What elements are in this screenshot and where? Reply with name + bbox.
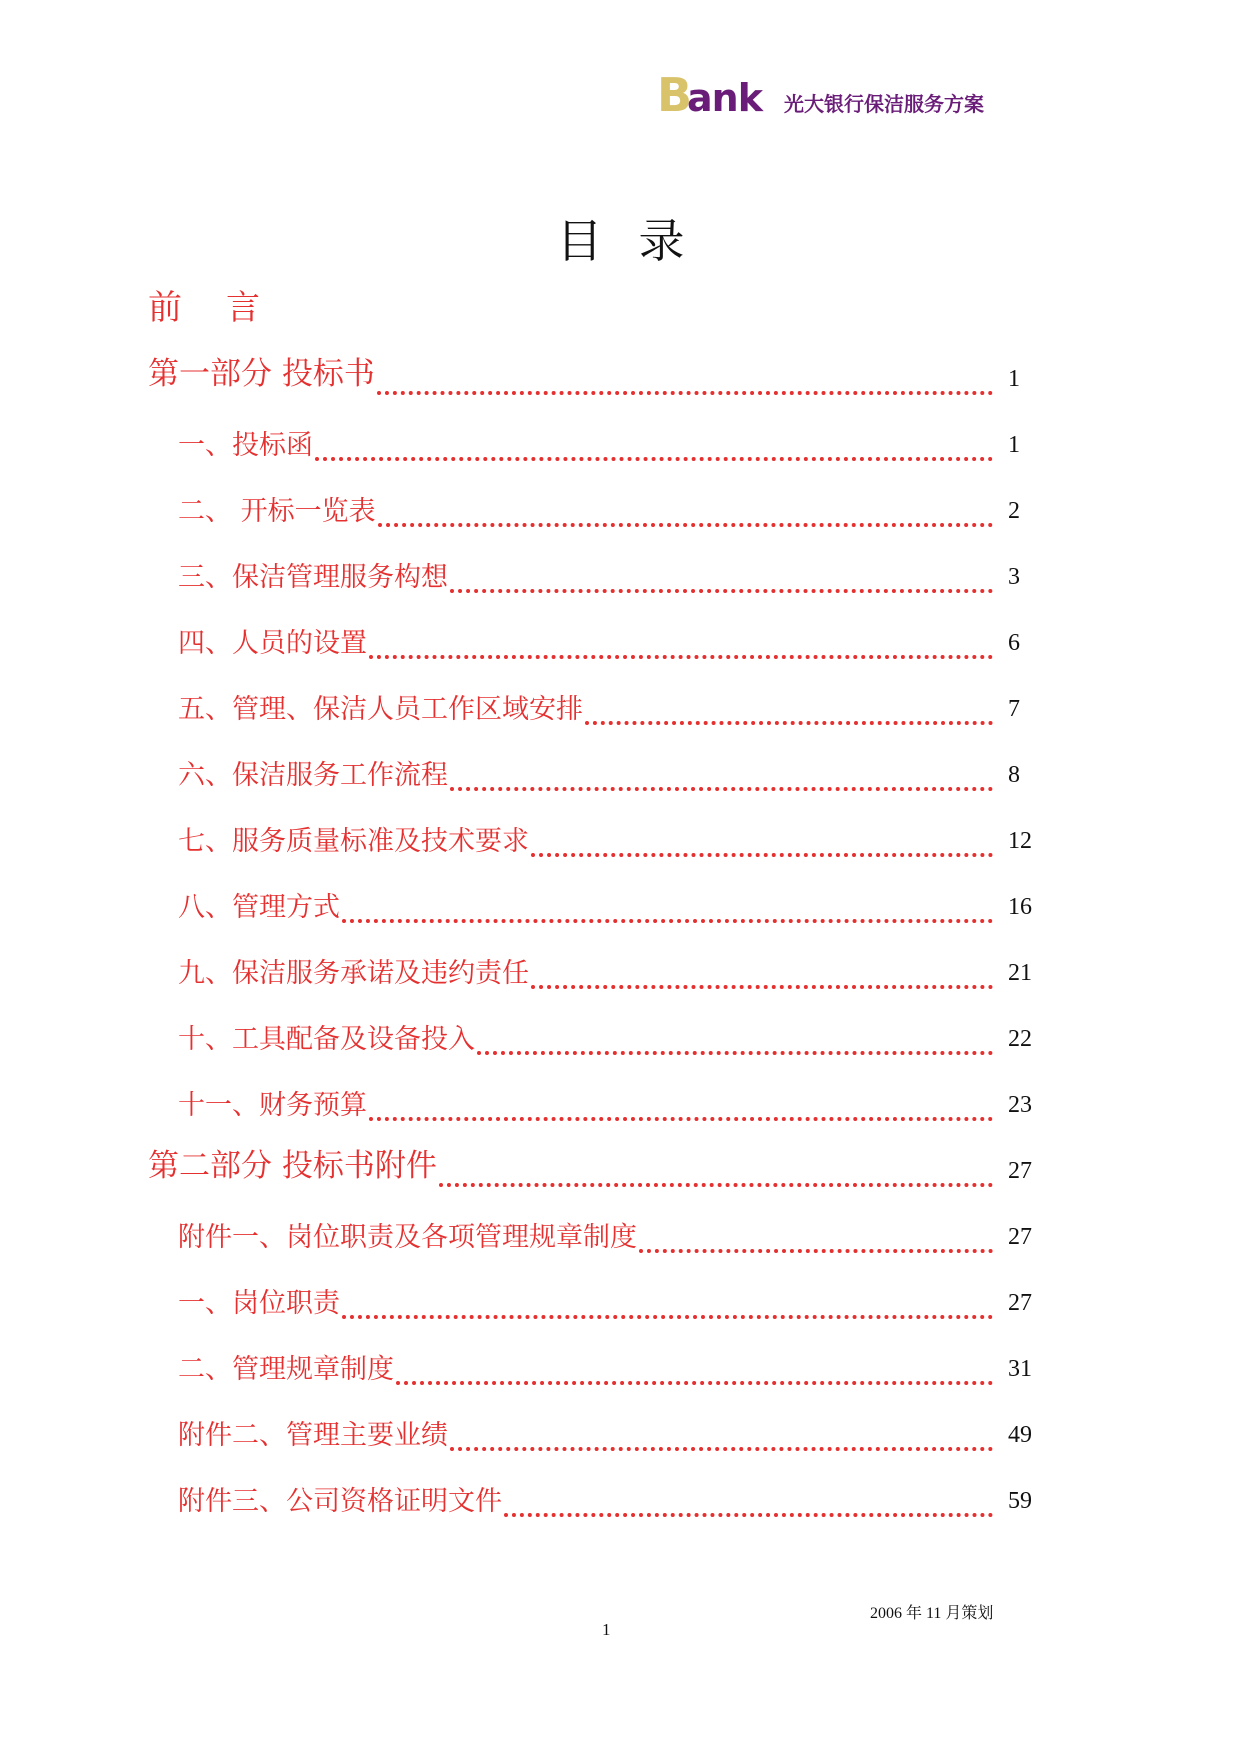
toc-page-number: 22 [1008,1026,1032,1052]
toc-entry[interactable] [0,1282,1241,1326]
header-title: 光大银行保洁服务方案 [784,92,984,116]
toc-entry[interactable] [0,1348,1241,1392]
toc-page-number: 12 [1008,828,1032,854]
toc-page-number: 21 [1008,960,1032,986]
toc-entry-label: 第二部分 投标书附件 [148,1148,437,1184]
toc-leader-dots [342,914,993,923]
toc-entry[interactable] [0,688,1241,732]
toc-entry[interactable] [0,754,1241,798]
toc-leader-dots [342,1310,993,1319]
toc-entry[interactable] [0,1480,1241,1524]
toc-entry[interactable] [0,886,1241,930]
toc-entry-label: 十一、财务预算 [178,1090,367,1121]
toc-page-number: 6 [1008,630,1020,656]
toc-page-number: 23 [1008,1092,1032,1118]
toc-title: 目录 [556,214,721,268]
toc-entry-label: 一、岗位职责 [178,1288,340,1319]
footer-page-number: 1 [602,1620,611,1639]
toc-page-number: 59 [1008,1488,1032,1514]
toc-entry[interactable] [0,1018,1241,1062]
toc-leader-dots [531,980,993,989]
toc-page-number: 49 [1008,1422,1032,1448]
toc-page-number: 1 [1008,432,1020,458]
toc-leader-dots [315,452,993,461]
toc-page-number: 7 [1008,696,1020,722]
footer-date: 2006 年 11 月策划 [870,1605,994,1622]
toc-page-number: 27 [1008,1224,1032,1250]
logo-letters-ank: ank [687,76,762,120]
toc-page-number: 27 [1008,1158,1032,1184]
toc-entry-label: 二、 开标一览表 [178,496,376,527]
toc-leader-dots [439,1178,993,1187]
toc-page-number: 3 [1008,564,1020,590]
toc-entry-label: 附件三、公司资格证明文件 [178,1486,502,1517]
toc-entry-label: 附件一、岗位职责及各项管理规章制度 [178,1222,637,1253]
toc-entry-label: 六、保洁服务工作流程 [178,760,448,791]
toc-entry[interactable] [0,820,1241,864]
toc-leader-dots [369,1112,993,1121]
logo-letter-b: B [657,68,693,122]
toc-entry-label: 三、保洁管理服务构想 [178,562,448,593]
toc-entry-label: 一、投标函 [178,430,313,461]
toc-page-number: 31 [1008,1356,1032,1382]
toc-entry-label: 四、人员的设置 [178,628,367,659]
toc-leader-dots [477,1046,993,1055]
toc-entry-label: 附件二、管理主要业绩 [178,1420,448,1451]
toc-preface: 前言 [148,288,304,328]
toc-leader-dots [377,386,993,395]
toc-entry-label: 第一部分 投标书 [148,356,375,392]
toc-leader-dots [450,782,993,791]
toc-leader-dots [531,848,993,857]
toc-entry-label: 八、管理方式 [178,892,340,923]
toc-entry-label: 七、服务质量标准及技术要求 [178,826,529,857]
toc-entry[interactable] [0,1084,1241,1128]
toc-leader-dots [585,716,993,725]
toc-entry-label: 十、工具配备及设备投入 [178,1024,475,1055]
toc-page-number: 2 [1008,498,1020,524]
toc-entry-label: 五、管理、保洁人员工作区域安排 [178,694,583,725]
toc-leader-dots [639,1244,993,1253]
toc-page-number: 8 [1008,762,1020,788]
toc-entry[interactable] [0,1150,1241,1194]
toc-entry-label: 九、保洁服务承诺及违约责任 [178,958,529,989]
toc-entry[interactable] [0,622,1241,666]
toc-page-number: 27 [1008,1290,1032,1316]
toc-leader-dots [378,518,993,527]
toc-entry[interactable] [0,952,1241,996]
toc-leader-dots [396,1376,993,1385]
toc-entry[interactable] [0,424,1241,468]
toc-entry-label: 二、管理规章制度 [178,1354,394,1385]
toc-leader-dots [369,650,993,659]
toc-page-number: 16 [1008,894,1032,920]
toc-entry[interactable] [0,1216,1241,1260]
toc-entry[interactable] [0,490,1241,534]
toc-entry[interactable] [0,358,1241,402]
toc-leader-dots [504,1508,993,1517]
toc-entry[interactable] [0,1414,1241,1458]
toc-entry[interactable] [0,556,1241,600]
toc-leader-dots [450,1442,993,1451]
toc-leader-dots [450,584,993,593]
toc-page-number: 1 [1008,366,1020,392]
